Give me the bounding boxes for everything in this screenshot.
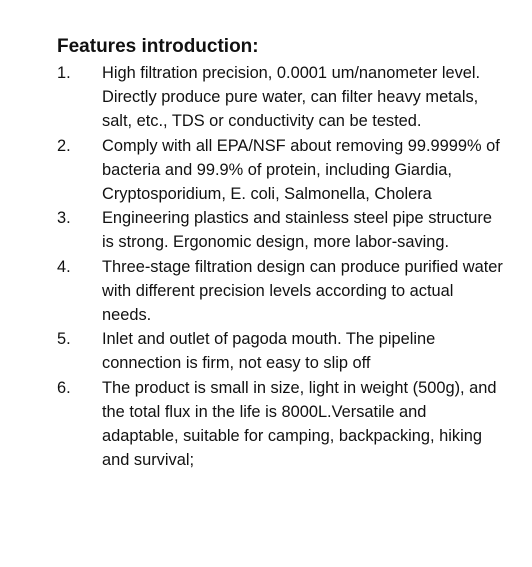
feature-item-2 [57,134,507,207]
feature-item-5 [57,327,507,375]
feature-text: Inlet and outlet of pagoda mouth. The pipeline connection is firm, not easy to slip off [102,330,436,373]
features-heading: Features introduction: [57,36,259,57]
feature-number: 2. [57,136,71,155]
feature-text: High filtration precision, 0.0001 um/nanometer level. Directly produce pure water, can filter heavy metals, salt, etc., TDS or conductivity can be tested. [102,64,481,131]
features-list [57,61,507,472]
feature-number: 6. [57,378,71,397]
feature-text: Three-stage filtration design can produce purified water with different precision levels according to actual needs. [102,257,503,325]
feature-number: 1. [57,64,71,82]
feature-text: Comply with all EPA/NSF about removing 99.9999% of bacteria and 99.9% of protein, including Giardia, Cryptosporidium, E. coli, Salmonella, Cholera [102,136,500,204]
document-page [57,34,507,472]
feature-item-6 [57,376,507,473]
feature-item-1 [57,61,507,134]
feature-number: 4. [57,257,71,276]
feature-item-3 [57,206,507,254]
feature-text: The product is small in size, light in weight (500g), and the total flux in the life is 8000L.Versatile and adaptable, suitable for camping, backpacking, hiking and survival; [102,378,497,470]
feature-number: 3. [57,209,71,228]
feature-number: 5. [57,330,71,349]
feature-text: Engineering plastics and stainless steel pipe structure is strong. Ergonomic design, more labor-saving. [102,209,492,252]
feature-item-4 [57,255,507,328]
